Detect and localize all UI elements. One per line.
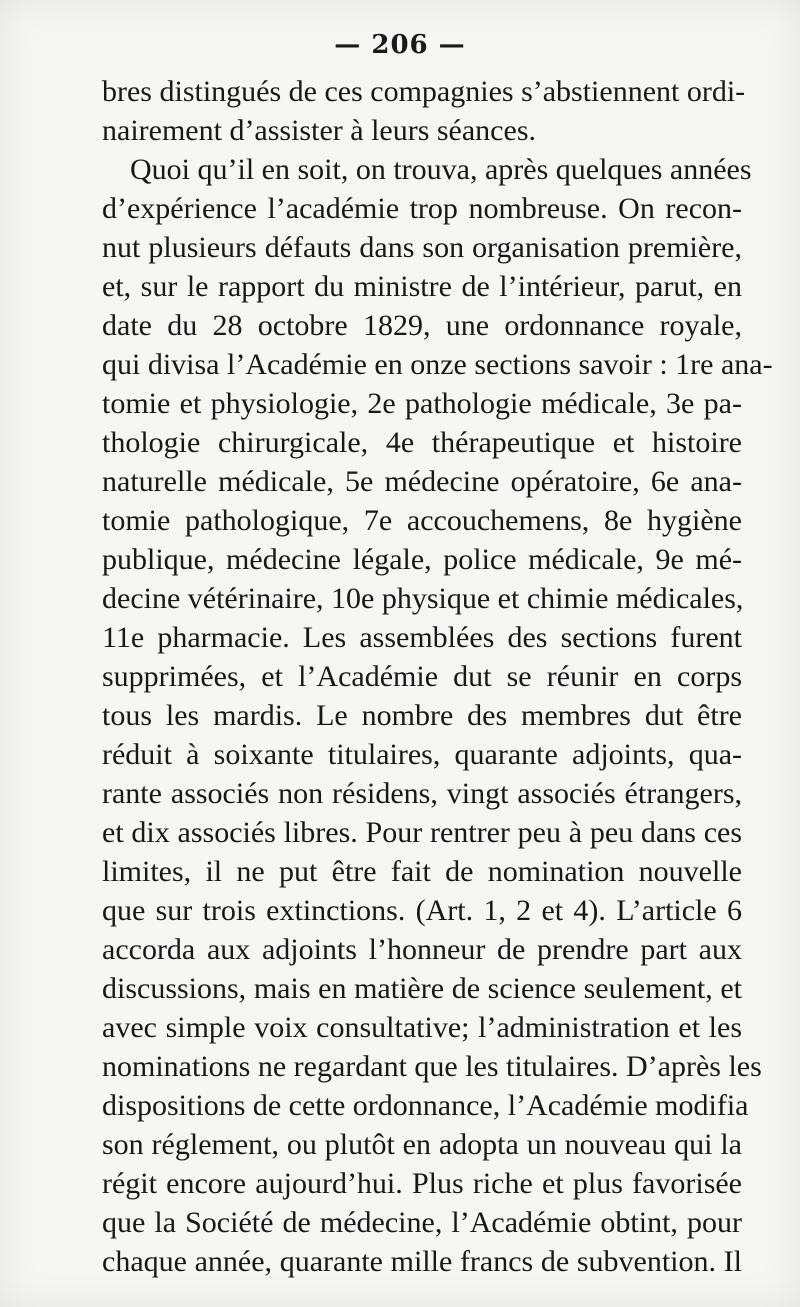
text-line: bres distingués de ces compagnies s’abstiennent ordi- <box>102 75 746 108</box>
text-line: decine vétérinaire, 10e physique et chimie médicales, <box>102 582 744 615</box>
text-line: rante associés non résidens, vingt associés étrangers, <box>102 777 742 810</box>
text-line: publique, médecine légale, police médicale, 9e mé- <box>102 543 742 576</box>
text-line: que sur trois extinctions. (Art. 1, 2 et 4). L’article 6 <box>102 894 742 927</box>
text-line: réduit à soixante titulaires, quarante adjoints, qua- <box>102 738 742 771</box>
text-line: et dix associés libres. Pour rentrer peu à peu dans ces <box>102 816 742 849</box>
text-line: 11e pharmacie. Les assemblées des sections furent <box>102 621 742 654</box>
text-line: chaque année, quarante mille francs de subvention. Il <box>102 1245 742 1278</box>
text-line: nut plusieurs défauts dans son organisation première, <box>102 231 742 264</box>
text-line: supprimées, et l’Académie dut se réunir en corps <box>102 660 742 693</box>
text-line: que la Société de médecine, l’Académie obtint, pour <box>102 1206 742 1239</box>
text-line: avec simple voix consultative; l’administration et les <box>102 1011 742 1044</box>
body-text <box>102 72 773 1281</box>
text-line: tous les mardis. Le nombre des membres dut être <box>102 699 742 732</box>
text-line: thologie chirurgicale, 4e thérapeutique et histoire <box>102 426 742 459</box>
text-line: Quoi qu’il en soit, on trouva, après quelques années <box>130 153 752 186</box>
text-line: nairement d’assister à leurs séances. <box>102 114 536 147</box>
text-line: d’expérience l’académie trop nombreuse. On recon- <box>102 192 742 225</box>
text-line: et, sur le rapport du ministre de l’intérieur, parut, en <box>102 270 742 303</box>
text-line: tomie et physiologie, 2e pathologie médicale, 3e pa- <box>102 387 742 420</box>
text-line: qui divisa l’Académie en onze sections savoir : 1re ana- <box>102 348 773 381</box>
text-line: régit encore aujourd’hui. Plus riche et plus favorisée <box>102 1167 742 1200</box>
text-line: dispositions de cette ordonnance, l’Académie modifia <box>102 1089 749 1122</box>
text-line: tomie pathologique, 7e accouchemens, 8e hygiène <box>102 504 742 537</box>
text-line: accorda aux adjoints l’honneur de prendre part aux <box>102 933 742 966</box>
text-line: discussions, mais en matière de science seulement, et <box>102 972 742 1005</box>
text-line: naturelle médicale, 5e médecine opératoire, 6e ana- <box>102 465 742 498</box>
page-number: — 206 — <box>334 30 466 60</box>
text-line: son réglement, ou plutôt en adopta un nouveau qui la <box>102 1128 742 1161</box>
text-line: limites, il ne put être fait de nomination nouvelle <box>102 855 742 888</box>
text-line: date du 28 octobre 1829, une ordonnance royale, <box>102 309 742 342</box>
text-line: nominations ne regardant que les titulaires. D’après les <box>102 1050 762 1083</box>
